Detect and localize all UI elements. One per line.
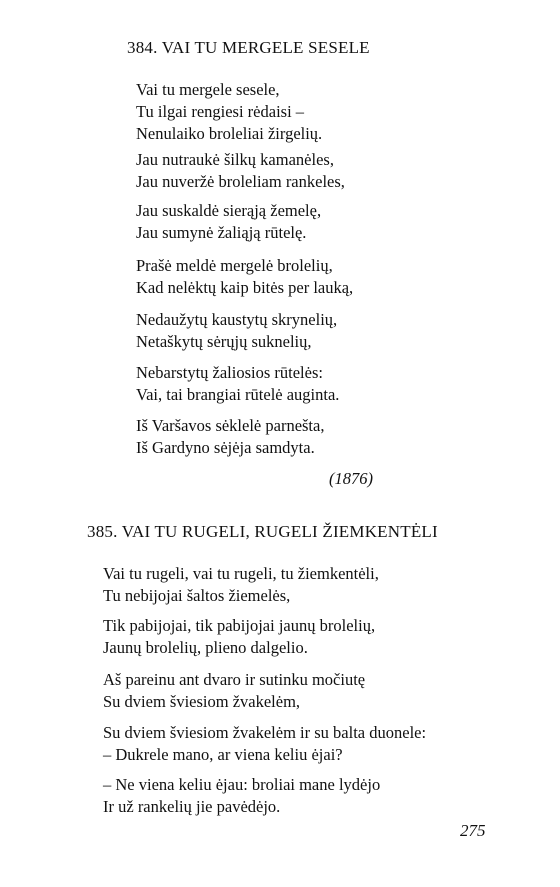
page-number: 275	[460, 821, 486, 840]
song-384-stanza-7	[136, 415, 324, 459]
verse-line: Su dviem šviesiom žvakelėm ir su balta duonele:	[103, 723, 427, 742]
song-385-stanza-3	[103, 669, 365, 713]
song-384-stanza-5	[136, 309, 337, 353]
verse-line: Jaunų brolelių, plieno dalgelio.	[103, 638, 308, 657]
song-384-stanza-4	[136, 255, 353, 299]
verse-line: Nenulaiko broleliai žirgelių.	[136, 124, 323, 143]
verse-line: Kad nelėktų kaip bitės per lauką,	[136, 278, 354, 297]
verse-line: Nedaužytų kaustytų skrynelių,	[136, 310, 338, 329]
verse-line: – Dukrele mano, ar viena keliu ėjai?	[103, 745, 343, 764]
verse-line: Ir už rankelių jie pavėdėjo.	[103, 797, 281, 816]
verse-line: Tu nebijojai šaltos žiemelės,	[103, 586, 291, 605]
song-385-stanza-4	[103, 722, 426, 766]
song-385-stanza-5	[103, 774, 380, 818]
verse-line: Iš Gardyno sėjėja samdyta.	[136, 438, 315, 457]
verse-line: Jau sumynė žaliąją rūtelę.	[136, 223, 307, 242]
verse-line: Nebarstytų žaliosios rūtelės:	[136, 363, 323, 382]
verse-line: Jau suskaldė sierąją žemelę,	[136, 201, 322, 220]
verse-line: Netaškytų sėrųjų suknelių,	[136, 332, 312, 351]
song-384-title: 384. VAI TU MERGELE SESELE	[127, 38, 370, 57]
song-385-title: 385. VAI TU RUGELI, RUGELI ŽIEMKENTĖLI	[87, 522, 438, 541]
song-385-stanza-2	[103, 615, 375, 659]
verse-line: Vai tu rugeli, vai tu rugeli, tu žiemkentėli,	[103, 564, 379, 583]
verse-line: Su dviem šviesiom žvakelėm,	[103, 692, 301, 711]
verse-line: Vai tu mergele sesele,	[136, 80, 280, 99]
verse-line: Aš pareinu ant dvaro ir sutinku močiutę	[103, 670, 366, 689]
song-384-stanza-6	[136, 362, 339, 406]
verse-line: Prašė meldė mergelė brolelių,	[136, 256, 333, 275]
verse-line: Vai, tai brangiai rūtelė auginta.	[136, 385, 340, 404]
verse-line: Iš Varšavos sėklelė parnešta,	[136, 416, 325, 435]
song-384-stanza-3	[136, 200, 321, 244]
verse-line: Tik pabijojai, tik pabijojai jaunų brolelių,	[103, 616, 376, 635]
verse-line: Jau nutraukė šilkų kamanėles,	[136, 150, 334, 169]
verse-line: Jau nuveržė broleliam rankeles,	[136, 172, 345, 191]
verse-line: – Ne viena keliu ėjau: broliai mane lydėjo	[103, 775, 381, 794]
song-384-stanza-2	[136, 149, 345, 193]
verse-line: Tu ilgai rengiesi rėdaisi –	[136, 102, 305, 121]
song-384-date: (1876)	[329, 469, 373, 488]
song-385-stanza-1	[103, 563, 379, 607]
song-384-stanza-1	[136, 79, 322, 145]
